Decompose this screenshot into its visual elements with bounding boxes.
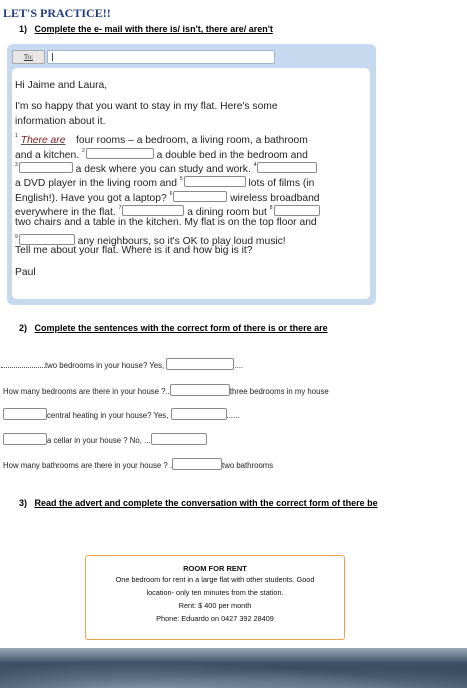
gap-number: 1 <box>15 133 18 140</box>
email-line-text: lots of films (in <box>248 178 315 190</box>
answer-box[interactable] <box>166 358 234 370</box>
email-line-text: English!). Have you got a laptop? <box>15 192 167 204</box>
sentence-text: two bedrooms in your house? Yes, <box>45 361 165 370</box>
email-line <box>15 230 360 247</box>
sentence-1 <box>1 358 243 370</box>
answer-box[interactable] <box>151 433 207 445</box>
email-line <box>15 144 360 161</box>
exercise-1-instruction: Complete the e- mail with there is/ isn't, there are/ aren't <box>34 24 273 34</box>
exercise-2-number: 2) <box>19 323 28 333</box>
email-line <box>15 187 360 204</box>
exercise-3-heading <box>19 498 378 508</box>
gap-number: 4 <box>253 161 257 168</box>
answer-box[interactable] <box>3 433 47 445</box>
sentence-3 <box>3 408 240 420</box>
sentence-text: .... <box>234 361 244 370</box>
sentence-5 <box>3 458 273 470</box>
advert-line: Rent: $ 400 per month <box>178 601 252 610</box>
gap-number: 5 <box>179 176 183 183</box>
gap-number: 6 <box>169 190 173 197</box>
dotted-blank[interactable] <box>1 360 45 368</box>
exercise-3-instruction: Read the advert and complete the conversation with the correct form of there be <box>34 498 378 508</box>
email-line <box>15 201 360 219</box>
email-text <box>15 79 360 280</box>
email-line: I'm so happy that you want to stay in my flat. Here's some <box>15 101 278 113</box>
advert-line: location- only ten minutes from the station. <box>146 588 284 597</box>
email-line-text: any neighbours, so it's OK to play loud music! <box>77 235 286 247</box>
answer-box[interactable] <box>172 458 222 470</box>
email-line-text: a dining room but <box>187 207 267 219</box>
gap-number: 3 <box>15 161 18 168</box>
advert-line: Phone: Eduardo on 0427 392 28409 <box>156 614 274 623</box>
email-line <box>15 172 360 190</box>
exercise-2-instruction: Complete the sentences with the correct form of there is or there are <box>34 323 328 333</box>
answer-box-4[interactable] <box>257 162 317 173</box>
email-line-text: a desk where you can study and work. <box>75 163 251 175</box>
sentence-text: two bathrooms <box>222 461 274 470</box>
gap-number: 7 <box>118 205 122 212</box>
sentence-text: a cellar in your house ? No, ... <box>47 436 151 445</box>
sentence-2 <box>3 384 329 396</box>
exercise-3-number: 3) <box>19 498 28 508</box>
exercise-1-heading <box>19 24 273 34</box>
answer-box-7[interactable] <box>122 205 184 216</box>
gap-number: 2 <box>82 147 85 154</box>
email-signature: Paul <box>15 266 36 278</box>
exercise-1-number: 1) <box>19 24 28 34</box>
email-line <box>15 129 360 147</box>
email-line: Tell me about your flat. Where is it and how big is it? <box>15 245 253 257</box>
answer-box-6[interactable] <box>173 191 227 202</box>
answer-box[interactable] <box>171 408 227 420</box>
email-greeting: Hi Jaime and Laura, <box>15 80 108 91</box>
sentence-text: central heating in your house? Yes, <box>47 411 169 420</box>
sentence-text: How many bedrooms are there in your house ?.. <box>3 387 170 396</box>
answer-box-3[interactable] <box>19 162 73 173</box>
sentence-text: How many bathrooms are there in your house ? . <box>3 461 173 470</box>
advert-heading: ROOM FOR RENT <box>183 564 247 573</box>
photo-mist <box>0 648 467 662</box>
answer-box-2[interactable] <box>86 148 154 159</box>
gap-number: 8 <box>269 205 273 212</box>
answer-box-8[interactable] <box>274 205 320 216</box>
advert-line: One bedroom for rent in a large flat with other students. Good <box>115 575 315 584</box>
answer-box[interactable] <box>170 384 230 396</box>
gap-number: 9 <box>15 233 18 240</box>
answer-box-5[interactable] <box>184 176 246 187</box>
answer-box[interactable] <box>3 408 47 420</box>
email-line <box>15 158 360 175</box>
to-button[interactable]: To: <box>12 50 45 64</box>
sentence-text: ...... <box>226 411 240 420</box>
email-line-text: wireless broadband <box>230 192 320 204</box>
answer-box-9[interactable] <box>19 234 75 245</box>
email-line-text: a DVD player in the living room and <box>15 178 177 190</box>
email-line-text: everywhere in the flat. <box>15 207 116 219</box>
sentence-4 <box>3 433 207 445</box>
email-line-text: four rooms – a bedroom, a living room, a bathroom <box>76 135 308 147</box>
room-advert <box>85 555 345 640</box>
email-line: information about it. <box>15 115 106 127</box>
worksheet-title: LET'S PRACTICE!! <box>3 6 111 20</box>
to-field[interactable] <box>47 50 275 64</box>
email-line: two chairs and a table in the kitchen. My flat is on the top floor and <box>15 216 317 228</box>
sentence-text: three bedrooms in my house <box>229 387 329 396</box>
landscape-photo <box>0 648 467 688</box>
email-line-text: a double bed in the bedroom and <box>156 149 308 161</box>
example-answer: There are <box>20 135 66 147</box>
email-line-text: and a kitchen. <box>15 149 80 161</box>
exercise-2-heading <box>19 323 328 333</box>
